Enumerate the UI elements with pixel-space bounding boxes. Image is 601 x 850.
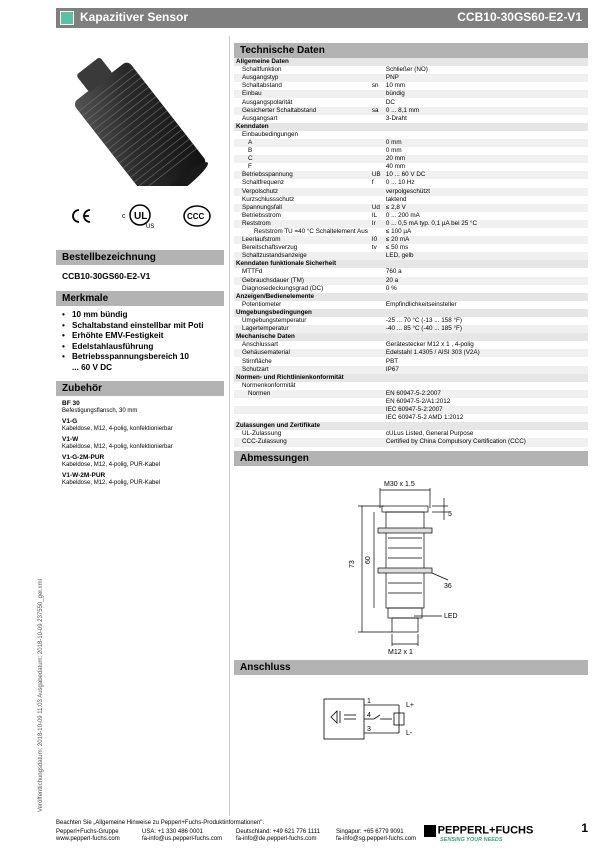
- column-divider: [229, 36, 230, 816]
- features-heading: Merkmale: [56, 291, 224, 306]
- spec-label: Gesicherter Schaltabstand: [234, 107, 370, 115]
- accessory-item: V1-W-2M-PUR Kabeldose, M12, 4-polig, PUR-Kabel: [62, 472, 161, 486]
- pin1-label: 1: [367, 697, 371, 705]
- culus-logo-icon: [120, 202, 156, 230]
- spec-symbol: [370, 301, 384, 309]
- spec-label: Umgebungsbedingungen: [234, 309, 588, 317]
- pin4-label: 4: [367, 711, 371, 719]
- spec-row: [234, 212, 588, 220]
- footer-de-mail: fa-info@de.pepperl-fuchs.com: [236, 836, 317, 842]
- spec-row: [234, 341, 588, 349]
- features-list: [56, 310, 224, 373]
- dim-36-label: 36: [444, 582, 452, 590]
- spec-label: Reststrom TU =40 °C Schaltelement Aus: [254, 228, 368, 236]
- spec-section-row: [234, 293, 588, 301]
- left-column: [56, 36, 224, 490]
- spec-value: 0 ... 8,1 mm: [384, 107, 588, 115]
- spec-value: 0 ... 0,5 mA typ. 0,1 µA bei 25 °C: [384, 220, 588, 228]
- spec-symbol: [370, 155, 384, 163]
- spec-label: Ausgangstyp: [234, 74, 370, 82]
- connection-diagram: [234, 679, 588, 779]
- footer-sg-mail: fa-info@sg.pepperl-fuchs.com: [336, 836, 417, 842]
- right-column: [234, 43, 588, 779]
- spec-row: [234, 139, 588, 147]
- spec-label: B: [248, 147, 253, 155]
- product-image: [56, 36, 224, 186]
- spec-value: 10 mm: [385, 82, 406, 90]
- spec-row: [234, 414, 588, 422]
- spec-label: Betriebsstrom: [242, 211, 281, 219]
- spec-value: 760 a: [385, 268, 402, 276]
- spec-symbol: [370, 252, 384, 260]
- spec-symbol: sa: [370, 107, 384, 115]
- spec-label: Leerlaufstrom: [234, 236, 370, 244]
- spec-value: EN 60947-5-2:2007: [384, 390, 588, 398]
- spec-symbol: [370, 90, 384, 98]
- order-code: CCB10-30GS60-E2-V1: [62, 271, 151, 281]
- spec-value: Certified by China Compulsory Certification (CCC): [384, 438, 588, 446]
- spec-label: [234, 414, 370, 422]
- spec-symbol: tv: [371, 244, 377, 252]
- dim-5-label: 5: [448, 510, 452, 518]
- spec-value: ≤ 50 ms: [385, 244, 409, 252]
- footer-sg: Singapur: +65 6779 9091: [336, 828, 404, 835]
- spec-row: [234, 115, 588, 123]
- spec-value: Schließer (NO): [385, 66, 428, 74]
- spec-value: DC: [385, 98, 395, 106]
- spec-label: C: [234, 155, 370, 163]
- spec-row: [234, 268, 588, 276]
- footer: [56, 820, 588, 845]
- spec-symbol: [370, 139, 384, 147]
- spec-row: [234, 382, 588, 390]
- spec-value: 0 mm: [384, 139, 588, 147]
- spec-row: [234, 406, 588, 414]
- spec-value: ≤ 20 mA: [384, 236, 588, 244]
- spec-section-row: [234, 123, 588, 131]
- spec-row: [234, 74, 588, 82]
- spec-label: Einbau: [234, 90, 370, 98]
- spec-row: [234, 285, 588, 293]
- spec-value: IEC 60947-5-2:2007: [384, 406, 588, 414]
- spec-row: [234, 430, 588, 438]
- footer-usa: USA: +1 330 486 0001: [142, 828, 203, 835]
- feature-item: • Edelstahlausführung: [62, 342, 224, 353]
- spec-row: [234, 163, 588, 171]
- accessory-item: V1-G Kabeldose, M12, 4-polig, konfektionierbar: [62, 418, 173, 432]
- spec-label: Einbaubedingungen: [242, 130, 299, 138]
- spec-row: [234, 220, 588, 228]
- ccc-logo-icon: [182, 204, 212, 228]
- spec-section-row: [234, 333, 588, 341]
- spec-value: 0 %: [385, 284, 397, 292]
- spec-row: [234, 317, 588, 325]
- spec-value: IEC 60947-5-2 AMD 1:2012: [385, 414, 464, 422]
- spec-label: Kenndaten: [234, 123, 588, 131]
- brand-logo-icon: [424, 825, 436, 837]
- dimensions-heading: Abmessungen: [234, 451, 588, 466]
- lplus-label: L+: [406, 701, 414, 709]
- brand-logo: [424, 825, 533, 845]
- spec-row: [234, 90, 588, 98]
- spec-symbol: UB: [370, 171, 384, 179]
- spec-symbol: [370, 366, 384, 374]
- dim-m30-label: M30 x 1.5: [384, 480, 415, 488]
- ce-logo-icon: [70, 208, 92, 224]
- tech-data-heading: Technische Daten: [234, 43, 588, 58]
- spec-label: Lagertemperatur: [234, 325, 370, 333]
- spec-label: Allgemeine Daten: [234, 58, 588, 66]
- spec-row: [234, 357, 588, 365]
- accessories-heading: Zubehör: [56, 381, 224, 396]
- spec-row: [234, 179, 588, 187]
- svg-text:c: c: [122, 213, 126, 220]
- spec-row: [234, 244, 588, 252]
- spec-row: [234, 438, 588, 446]
- spec-row: [234, 236, 588, 244]
- spec-symbol: [370, 438, 384, 446]
- accessories-list: [56, 400, 224, 487]
- footer-de: Deutschland: +49 621 776 1111: [236, 828, 320, 835]
- spec-value: IP67: [384, 366, 588, 374]
- spec-row: [234, 131, 588, 139]
- product-category: Kapazitiver Sensor: [80, 10, 189, 24]
- spec-symbol: [370, 115, 384, 123]
- feature-item: • Schaltabstand einstellbar mit Poti: [62, 321, 224, 332]
- lminus-label: L-: [406, 729, 413, 737]
- spec-value: 0 ... 10 Hz: [385, 179, 415, 187]
- spec-symbol: [370, 163, 384, 171]
- dim-73-label: 73: [349, 559, 356, 568]
- spec-section-row: [234, 260, 588, 268]
- spec-row: [234, 366, 588, 374]
- spec-label: Ausgangspolarität: [242, 98, 293, 106]
- spec-label: Mechanische Daten: [234, 333, 588, 341]
- spec-label: Normenkonformität: [242, 381, 296, 389]
- spec-value: bündig: [384, 90, 588, 98]
- spec-row: [234, 325, 588, 333]
- spec-value: [384, 382, 588, 390]
- spec-row: [234, 196, 588, 204]
- spec-label: Bereitschaftsverzug: [242, 244, 298, 252]
- spec-label: [234, 406, 370, 414]
- spec-row: [234, 277, 588, 285]
- spec-value: 3-Draht: [385, 114, 407, 122]
- spec-row: [234, 155, 588, 163]
- spec-symbol: [370, 74, 384, 82]
- footer-note: Beachten Sie „Allgemeine Hinweise zu Pepperl+Fuchs-Produktinformationen".: [56, 820, 265, 826]
- spec-label: Normen- und Richtlinienkonformität: [234, 374, 588, 382]
- spec-label: Normen: [234, 390, 370, 398]
- spec-symbol: [370, 228, 384, 236]
- spec-symbol: [370, 317, 384, 325]
- spec-symbol: [370, 382, 384, 390]
- accessory-item: BF 30 Befestigungsflansch, 30 mm: [62, 400, 138, 414]
- spec-value: PNP: [384, 74, 588, 82]
- spec-section-row: [234, 58, 588, 66]
- tech-data-table: [234, 58, 588, 447]
- spec-row: [234, 204, 588, 212]
- spec-symbol: [370, 349, 384, 357]
- dimension-drawing: [234, 468, 588, 658]
- footer-web: www.pepperl-fuchs.com: [56, 836, 120, 842]
- spec-value: 40 mm: [385, 163, 406, 171]
- spec-label: Ausgangsart: [242, 114, 278, 122]
- certification-logos: [56, 200, 224, 236]
- spec-label: Verpolschutz: [234, 188, 370, 196]
- spec-value: -25 ... 70 °C (-13 ... 158 °F): [385, 317, 462, 325]
- spec-symbol: [370, 398, 384, 406]
- spec-label: Potentiometer: [242, 300, 282, 308]
- accessory-item: V1-G-2M-PUR Kabeldose, M12, 4-polig, PUR-Kabel: [62, 454, 161, 468]
- spec-label: Schaltzustandsanzeige: [234, 252, 370, 260]
- spec-row: [234, 66, 588, 74]
- spec-symbol: [370, 66, 384, 74]
- spec-value: 0 ... 200 mA: [385, 211, 420, 219]
- spec-row: [234, 107, 588, 115]
- spec-label: Spannungsfall: [234, 204, 370, 212]
- spec-symbol: [370, 147, 384, 155]
- header-bar: [56, 8, 588, 28]
- spec-label: Schaltfrequenz: [242, 179, 285, 187]
- page-number: 1: [581, 820, 588, 835]
- spec-row: [234, 349, 588, 357]
- spec-label: Schaltabstand: [242, 82, 282, 90]
- brand-square-icon: [60, 11, 74, 25]
- spec-value: 0 mm: [385, 147, 402, 155]
- spec-section-row: [234, 374, 588, 382]
- spec-symbol: [370, 414, 384, 422]
- product-model: CCB10-30GS60-E2-V1: [457, 10, 582, 24]
- spec-label: Umgebungstemperatur: [242, 317, 307, 325]
- feature-item: • Erhöhte EMV-Festigkeit: [62, 331, 224, 342]
- spec-value: 10 ... 60 V DC: [384, 171, 588, 179]
- spec-label: MTTFd: [242, 268, 263, 276]
- spec-value: Gerätestecker M12 x 1 , 4-polig: [385, 341, 474, 349]
- spec-row: [234, 390, 588, 398]
- accessory-item: V1-W Kabeldose, M12, 4-polig, konfektionierbar: [62, 436, 173, 450]
- spec-symbol: [370, 277, 384, 285]
- spec-symbol: [370, 341, 384, 349]
- spec-symbol: [370, 406, 384, 414]
- spec-symbol: f: [371, 179, 374, 187]
- spec-row: [234, 188, 588, 196]
- spec-symbol: Ud: [370, 204, 384, 212]
- spec-value: Empfindlichkeitseinsteller: [385, 300, 457, 308]
- spec-section-row: [234, 309, 588, 317]
- spec-symbol: [370, 131, 384, 139]
- brand-tagline: SENSING YOUR NEEDS: [440, 836, 503, 843]
- spec-symbol: [370, 357, 384, 365]
- pin3-label: 3: [367, 725, 371, 733]
- spec-symbol: [370, 325, 384, 333]
- spec-symbol: [370, 430, 384, 438]
- spec-value: cULus Listed, General Purpose: [385, 430, 474, 438]
- spec-label: [234, 398, 370, 406]
- spec-row: [234, 228, 588, 236]
- spec-label: Zulassungen und Zertifikate: [234, 422, 588, 430]
- feature-item: • 10 mm bündig: [62, 310, 224, 321]
- spec-value: [384, 131, 588, 139]
- spec-value: taktend: [385, 195, 407, 203]
- spec-symbol: [370, 98, 384, 106]
- spec-value: LED, gelb: [384, 252, 588, 260]
- spec-value: verpolgeschützt: [384, 188, 588, 196]
- spec-label: Betriebsspannung: [234, 171, 370, 179]
- svg-text:US: US: [146, 224, 155, 230]
- spec-label: Schutzart: [234, 366, 370, 374]
- spec-label: Stirnfläche: [242, 357, 272, 365]
- spec-symbol: Ir: [370, 220, 384, 228]
- spec-symbol: [370, 285, 384, 293]
- connection-heading: Anschluss: [234, 660, 588, 675]
- spec-value: 20 a: [384, 277, 588, 285]
- spec-label: Schaltfunktion: [242, 66, 282, 74]
- spec-label: Kenndaten funktionale Sicherheit: [234, 260, 588, 268]
- spec-label: Gehäusematerial: [234, 349, 370, 357]
- spec-symbol: I0: [370, 236, 384, 244]
- spec-symbol: [370, 196, 384, 204]
- spec-symbol: [370, 268, 384, 276]
- spec-value: Edelstahl 1.4305 / AISI 303 (V2A): [384, 349, 588, 357]
- spec-row: [234, 301, 588, 309]
- spec-label: UL-Zulassung: [242, 430, 282, 438]
- spec-label: Anschlussart: [242, 341, 279, 349]
- spec-label: Diagnosedeckungsgrad (DC): [242, 284, 324, 292]
- dim-m12-label: M12 x 1: [388, 648, 413, 656]
- spec-label: F: [248, 163, 252, 171]
- spec-symbol: [370, 390, 384, 398]
- spec-label: A: [234, 139, 370, 147]
- spec-symbol: [370, 188, 384, 196]
- footer-usa-mail: fa-info@us.pepperl-fuchs.com: [142, 836, 223, 842]
- feature-item: • Betriebsspannungsbereich 10 ... 60 V DC: [62, 352, 192, 373]
- dim-60-label: 60: [365, 555, 372, 564]
- spec-row: [234, 398, 588, 406]
- spec-value: PBT: [385, 357, 399, 365]
- spec-row: [234, 252, 588, 260]
- spec-label: Kurzschlussschutz: [242, 195, 295, 203]
- dim-led-label: LED: [444, 612, 458, 620]
- spec-symbol: IL: [371, 211, 378, 219]
- brand-name: PEPPERL+FUCHS: [437, 823, 534, 836]
- spec-row: [234, 98, 588, 106]
- spec-value: -40 ... 85 °C (-40 ... 185 °F): [384, 325, 588, 333]
- spec-section-row: [234, 422, 588, 430]
- spec-value: ≤ 2,8 V: [384, 204, 588, 212]
- footer-group: Pepperl+Fuchs-Gruppe: [56, 828, 119, 835]
- svg-text:UL: UL: [134, 211, 148, 222]
- spec-row: [234, 82, 588, 90]
- order-heading: Bestellbezeichnung: [56, 250, 224, 265]
- spec-label: Gebrauchsdauer (TM): [234, 277, 370, 285]
- svg-text:CCC: CCC: [187, 212, 205, 221]
- spec-symbol: sn: [371, 82, 379, 90]
- spec-value: 20 mm: [384, 155, 588, 163]
- spec-label: Reststrom: [234, 220, 370, 228]
- spec-row: [234, 147, 588, 155]
- spec-label: Anzeigen/Bedienelemente: [234, 293, 588, 301]
- publication-sidebar: Veröffentlichungsdatum: 2018-10-09 11:03 Ausgabedatum: 2018-10-09 237550_ger.xml: [38, 579, 44, 812]
- spec-value: ≤ 100 µA: [385, 228, 412, 236]
- spec-row: [234, 171, 588, 179]
- spec-label: CCC-Zulassung: [234, 438, 370, 446]
- spec-value: EN 60947-5-2/A1:2012: [385, 397, 451, 405]
